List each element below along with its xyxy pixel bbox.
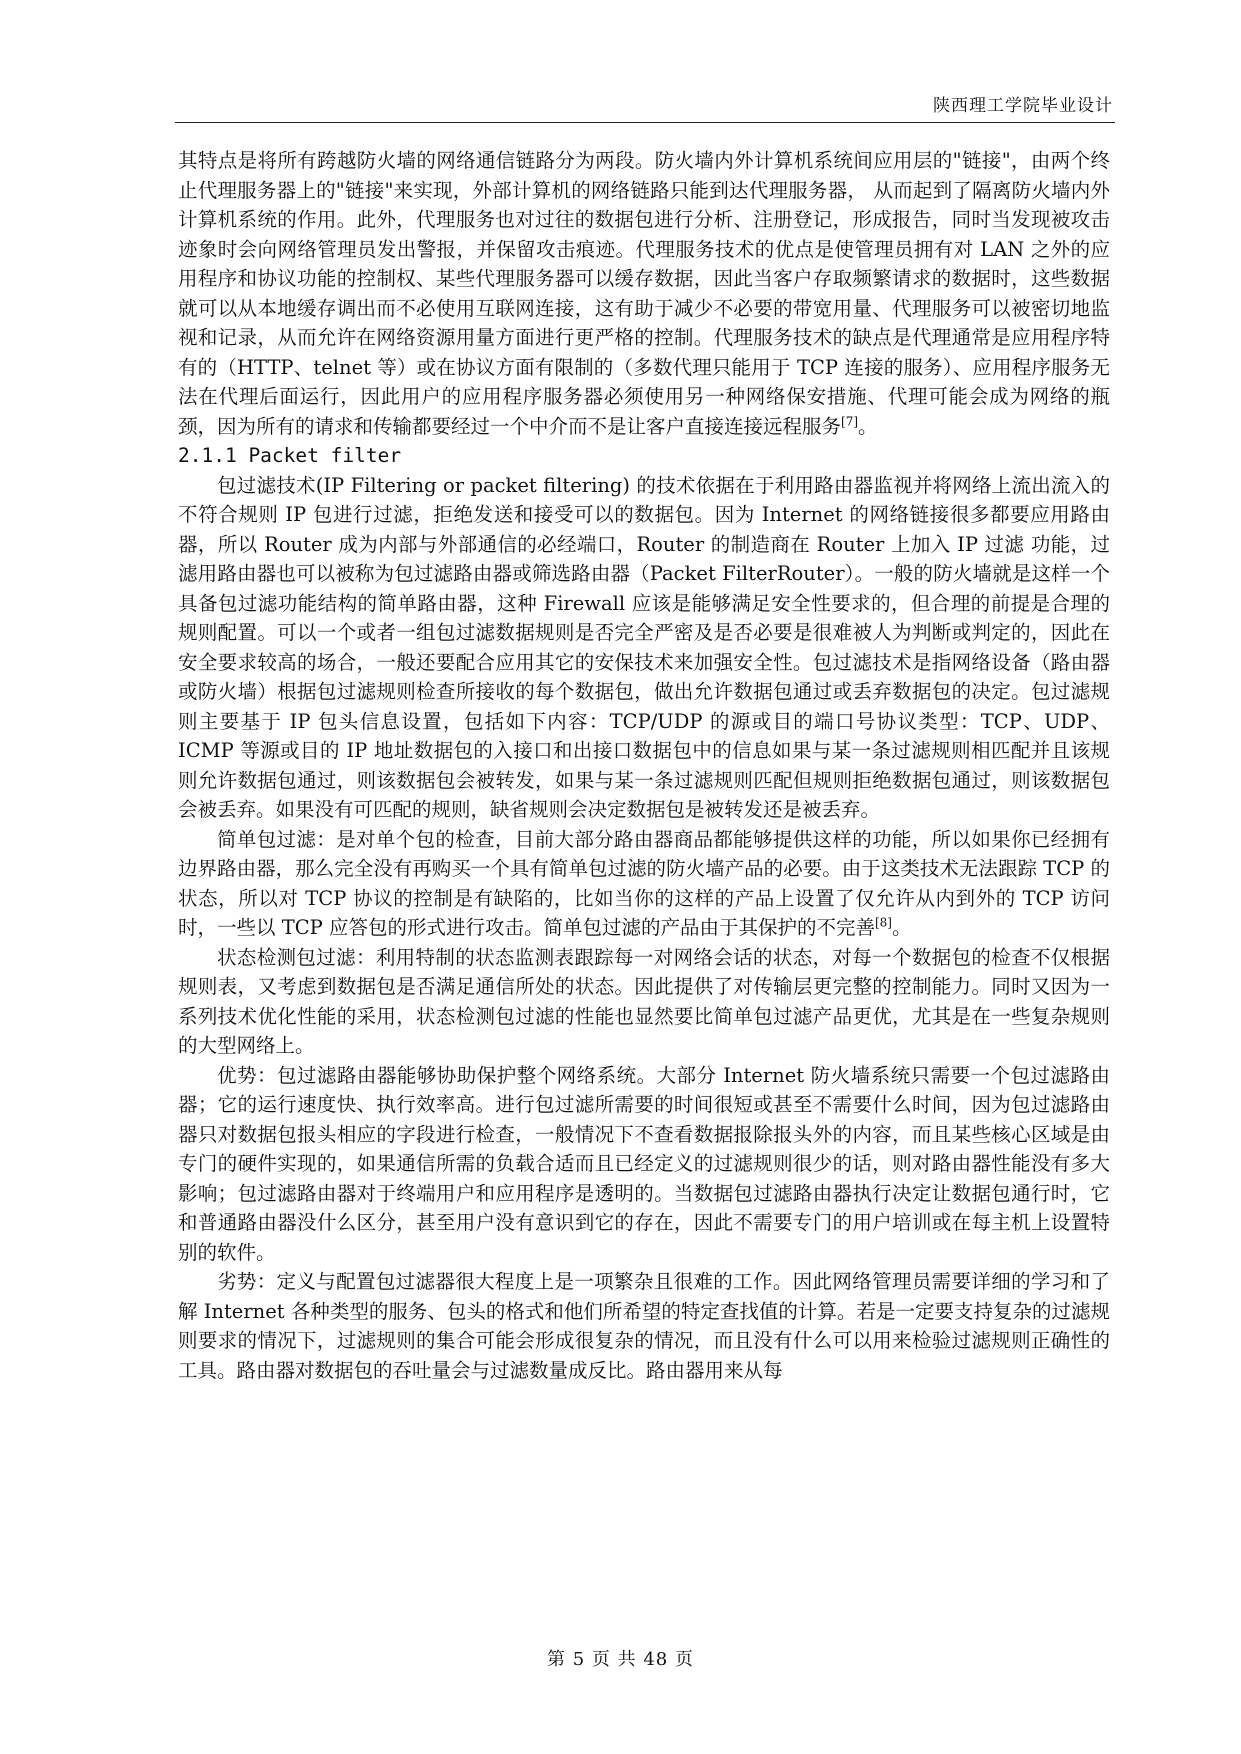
paragraph-stateful-inspection: 状态检测包过滤：利用特制的状态监测表跟踪每一对网络会话的状态，对每一个数据包的检查不仅根据规则表，又考虑到数据包是否满足通信所处的状态。因此提供了对传输层更完整的控制能力。同时又因为一系列技术优化性能的采用，状态检测包过滤的性能也显然要比简单包过滤产品更优，尤其是在一些复杂规则的大型网络上。	[178, 945, 1110, 1057]
citation-ref-7: [7]	[841, 414, 859, 428]
page-header	[175, 86, 1115, 123]
paragraph-disadvantages: 劣势：定义与配置包过滤器很大程度上是一项繁杂且很难的工作。因此网络管理员需要详细的学习和了解 Internet 各种类型的服务、包头的格式和他们所希望的特定查找值的计算。若是一定要支持复杂的过滤规则要求的情况下，过滤规则的集合可能会形成很复杂的情况，而且没有什么可以用来检验过滤规则正确性的工具。路由器对数据包的吞吐量会与过滤数量成反比。路由器用来从每	[178, 1270, 1110, 1382]
body-text	[178, 146, 1110, 1385]
page-number: 第 5 页 共 48 页	[547, 1649, 694, 1670]
header-title: 陕西理工学院毕业设计	[933, 96, 1113, 116]
paragraph-packet-filter: 包过滤技术(IP Filtering or packet filtering) 的技术依据在于利用路由器监视并将网络上流出流入的不符合规则 IP 包进行过滤，拒绝发送和接受可以的数据包。因为 Internet 的网络链接很多都要应用路由器，所以 Router 成为内部与外部通信的必经端口，Router 的制造商在 Router 上加入 IP 过滤 功能，过滤用路由器也可以被称为包过滤路由器或筛选路由器（Packet FilterRouter）。一般的防火墙就是这样一个具备包过滤功能结构的简单路由器，这种 Firewall 应该是能够满足安全性要求的，但合理的前提是合理的规则配置。可以一个或者一组包过滤数据规则是否完全严密及是否必要是很难被人为判断或判定的，因此在安全要求较高的场合，一般还要配合应用其它的安保技术来加强安全性。包过滤技术是指网络设备（路由器或防火墙）根据包过滤规则检查所接收的每个数据包，做出允许数据包通过或丢弃数据包的决定。包过滤规则主要基于 IP 包头信息设置，包括如下内容：TCP/UDP 的源或目的端口号协议类型：TCP、UDP、ICMP 等源或目的 IP 地址数据包的入接口和出接口数据包中的信息如果与某一条过滤规则相匹配并且该规则允许数据包通过，则该数据包会被转发，如果与某一条过滤规则匹配但规则拒绝数据包通过，则该数据包会被丢弃。如果没有可匹配的规则，缺省规则会决定数据包是被转发还是被丢弃。	[178, 473, 1110, 821]
paragraph-simple-packet-filter	[178, 825, 1110, 943]
paragraph-end: 。	[858, 414, 878, 438]
paragraph-text: 其特点是将所有跨越防火墙的网络通信链路分为两段。防火墙内外计算机系统间应用层的"链接"，由两个终止代理服务器上的"链接"来实现，外部计算机的网络链路只能到达代理服务器， 从而起到了隔离防火墙内外计算机系统的作用。此外，代理服务也对过往的数据包进行分析、注册登记，形成报告，同时当发现被攻击迹象时会向网络管理员发出警报，并保留攻击痕迹。代理服务技术的优点是使管理员拥有对 LAN 之外的应用程序和协议功能的控制权、某些代理服务器可以缓存数据，因此当客户存取频繁请求的数据时，这些数据就可以从本地缓存调出而不必使用互联网连接，这有助于减少不必要的带宽用量、代理服务可以被密切地监视和记录，从而允许在网络资源用量方面进行更严格的控制。代理服务技术的缺点是代理通常是应用程序特有的（HTTP、telnet 等）或在协议方面有限制的（多数代理只能用于 TCP 连接的服务）、应用程序服务无法在代理后面运行，因此用户的应用程序服务器必须使用另一种网络保安措施、代理可能会成为网络的瓶颈，因为所有的请求和传输都要经过一个中介而不是让客户直接连接远程服务	[178, 149, 1110, 438]
section-heading-packet-filter: 2.1.1 Packet filter	[178, 444, 402, 467]
paragraph-advantages: 优势：包过滤路由器能够协助保护整个网络系统。大部分 Internet 防火墙系统只需要一个包过滤路由器；它的运行速度快、执行效率高。进行包过滤所需要的时间很短或甚至不需要什么时间，因为包过滤路由器只对数据包报头相应的字段进行检查，一般情况下不查看数据报除报头外的内容，而且某些核心区域是由专门的硬件实现的，如果通信所需的负载合适而且已经定义的过滤规则很少的话，则对路由器性能没有多大影响；包过滤路由器对于终端用户和应用程序是透明的。当数据包过滤路由器执行决定让数据包通行时，它和普通路由器没什么区分，甚至用户没有意识到它的存在，因此不需要专门的用户培训或在每主机上设置特别的软件。	[178, 1063, 1110, 1264]
paragraph-proxy-service	[178, 146, 1110, 441]
citation-ref-8: [8]	[874, 915, 892, 930]
page-footer	[0, 1645, 1241, 1671]
paragraph-text: 简单包过滤：是对单个包的检查，目前大部分路由器商品都能够提供这样的功能，所以如果你已经拥有边界路由器，那么完全没有再购买一个具有简单包过滤的防火墙产品的必要。由于这类技术无法跟踪 TCP 的状态，所以对 TCP 协议的控制是有缺陷的，比如当你的这样的产品上设置了仅允许从内到外的 TCP 访问时，一些以 TCP 应答包的形式进行攻击。简单包过滤的产品由于其保护的不完善	[178, 827, 1110, 939]
paragraph-end: 。	[891, 916, 912, 939]
